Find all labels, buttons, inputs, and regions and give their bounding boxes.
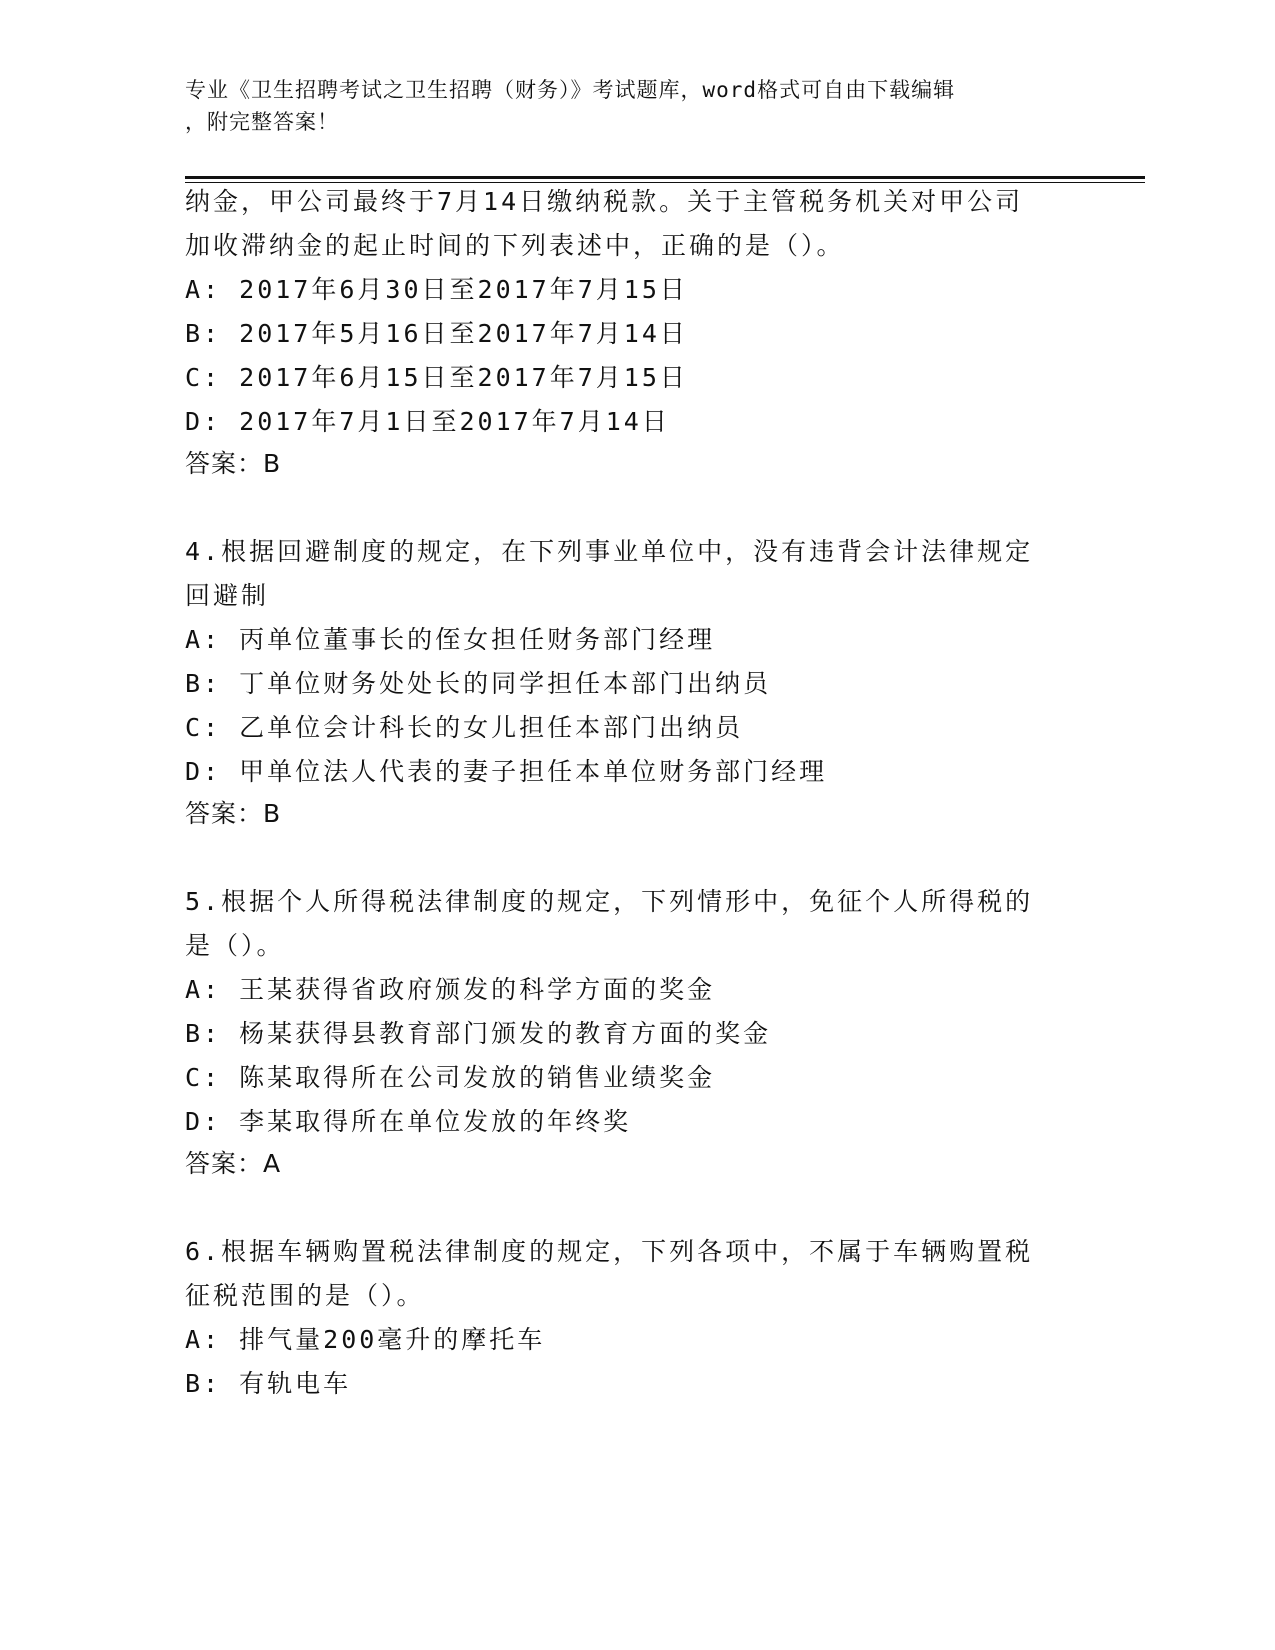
header-line-1: 专业《卫生招聘考试之卫生招聘（财务）》考试题库，word格式可自由下载编辑 xyxy=(185,78,956,102)
q5-option-b: B: 杨某获得县教育部门颁发的教育方面的奖金 xyxy=(185,1019,772,1048)
q5-option-d: D: 李某取得所在单位发放的年终奖 xyxy=(185,1107,632,1136)
q3-answer: 答案：B xyxy=(185,449,282,478)
q5-answer: 答案：A xyxy=(185,1149,282,1178)
document-header xyxy=(185,74,1065,138)
q5-stem-2: 是（）。 xyxy=(185,931,285,960)
q5-option-a: A: 王某获得省政府颁发的科学方面的奖金 xyxy=(185,975,716,1004)
q4-option-b: B: 丁单位财务处处长的同学担任本部门出纳员 xyxy=(185,669,772,698)
q3-option-d: D: 2017年7月1日至2017年7月14日 xyxy=(185,407,670,436)
q4-option-c: C: 乙单位会计科长的女儿担任本部门出纳员 xyxy=(185,713,744,742)
header-divider-thin xyxy=(185,182,1145,183)
q3-option-a: A: 2017年6月30日至2017年7月15日 xyxy=(185,275,688,304)
q5-stem-1: 5.根据个人所得税法律制度的规定，下列情形中，免征个人所得税的 xyxy=(185,887,1034,916)
header-divider-thick xyxy=(185,176,1145,179)
q6-stem-1: 6.根据车辆购置税法律制度的规定，下列各项中，不属于车辆购置税 xyxy=(185,1237,1034,1266)
q6-option-a: A: 排气量200毫升的摩托车 xyxy=(185,1325,546,1354)
q4-option-d: D: 甲单位法人代表的妻子担任本单位财务部门经理 xyxy=(185,757,828,786)
q4-option-a: A: 丙单位董事长的侄女担任财务部门经理 xyxy=(185,625,716,654)
q4-stem-1: 4.根据回避制度的规定，在下列事业单位中，没有违背会计法律规定 xyxy=(185,537,1034,566)
q4-stem-2: 回避制 xyxy=(185,581,270,610)
q3-stem-continuation-1: 纳金，甲公司最终于7月14日缴纳税款。关于主管税务机关对甲公司 xyxy=(185,187,1024,216)
q4-answer: 答案：B xyxy=(185,799,282,828)
header-line-2: ，附完整答案！ xyxy=(185,110,339,134)
q6-stem-2: 征税范围的是（）。 xyxy=(185,1281,425,1310)
q3-option-c: C: 2017年6月15日至2017年7月15日 xyxy=(185,363,688,392)
q3-option-b: B: 2017年5月16日至2017年7月14日 xyxy=(185,319,688,348)
q5-option-c: C: 陈某取得所在公司发放的销售业绩奖金 xyxy=(185,1063,716,1092)
q3-stem-continuation-2: 加收滞纳金的起止时间的下列表述中，正确的是（）。 xyxy=(185,231,845,260)
q6-option-b: B: 有轨电车 xyxy=(185,1369,352,1398)
